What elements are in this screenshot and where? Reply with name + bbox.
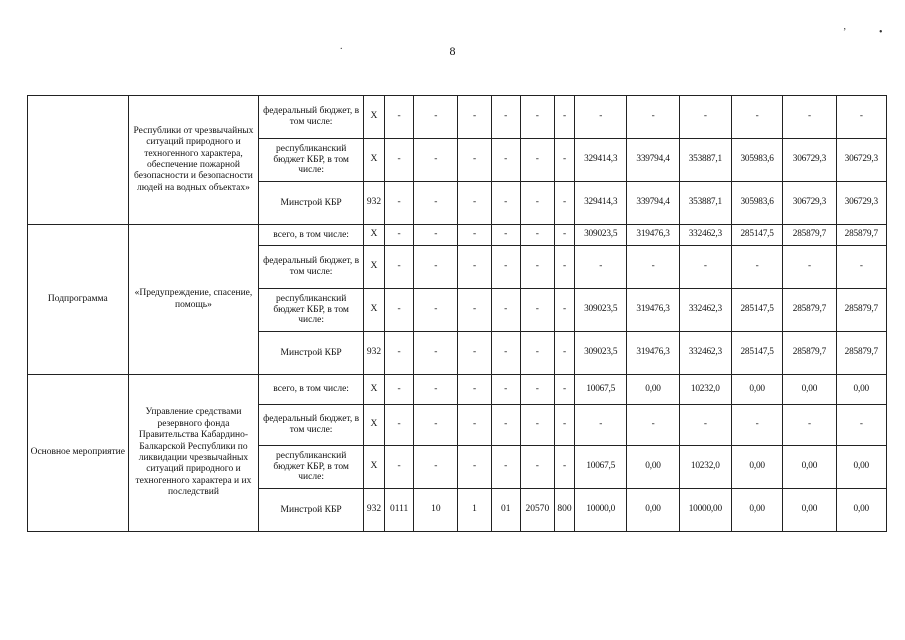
budget-code-cell: - [554,332,574,375]
budget-code-cell: X [363,446,384,489]
amount-cell: 10232,0 [679,446,731,489]
budget-code-cell: - [520,446,554,489]
budget-code-cell: - [385,332,414,375]
amount-cell: - [679,246,731,289]
budget-code-cell: - [491,289,520,332]
table-row [28,375,887,405]
funding-source-cell: всего, в том числе: [259,225,364,246]
budget-code-cell: 932 [363,489,384,532]
budget-code-cell: - [458,375,491,405]
amount-cell: - [575,405,627,446]
amount-cell: - [836,405,886,446]
amount-cell: 353887,1 [679,139,731,182]
budget-code-cell: 800 [554,489,574,532]
amount-cell: 285147,5 [731,332,782,375]
funding-source-cell: Минстрой КБР [259,182,364,225]
budget-code-cell: - [458,446,491,489]
amount-cell: 309023,5 [575,289,627,332]
budget-code-cell: X [363,289,384,332]
program-type-cell: Подпрограмма [28,225,129,375]
amount-cell: 329414,3 [575,139,627,182]
budget-code-cell: 1 [458,489,491,532]
amount-cell: 329414,3 [575,182,627,225]
budget-code-cell: 932 [363,182,384,225]
amount-cell: 319476,3 [627,332,679,375]
budget-code-cell: - [491,182,520,225]
budget-code-cell: - [414,182,458,225]
amount-cell: - [679,405,731,446]
amount-cell: - [783,96,836,139]
budget-code-cell: - [414,139,458,182]
amount-cell: - [783,405,836,446]
funding-source-cell: республиканский бюджет КБР, в том числе: [259,289,364,332]
amount-cell: - [836,246,886,289]
amount-cell: - [836,96,886,139]
funding-source-cell: республиканский бюджет КБР, в том числе: [259,446,364,489]
budget-code-cell: - [520,289,554,332]
amount-cell: - [731,246,782,289]
budget-code-cell: - [414,446,458,489]
amount-cell: - [679,96,731,139]
amount-cell: 10067,5 [575,446,627,489]
table-row [28,225,887,246]
table-row [28,96,887,139]
program-type-cell [28,96,129,225]
budget-code-cell: 932 [363,332,384,375]
budget-code-cell: 10 [414,489,458,532]
budget-code-cell: - [520,182,554,225]
budget-code-cell: - [385,139,414,182]
budget-code-cell: - [520,332,554,375]
budget-code-cell: - [385,446,414,489]
budget-code-cell: X [363,139,384,182]
amount-cell: 285147,5 [731,225,782,246]
amount-cell: 10000,00 [679,489,731,532]
amount-cell: 309023,5 [575,332,627,375]
budget-code-cell: - [414,332,458,375]
budget-code-cell: - [491,246,520,289]
budget-code-cell: X [363,375,384,405]
amount-cell: 309023,5 [575,225,627,246]
amount-cell: 306729,3 [783,139,836,182]
budget-code-cell: - [554,375,574,405]
budget-code-cell: X [363,405,384,446]
budget-code-cell: X [363,246,384,289]
budget-code-cell: - [458,332,491,375]
amount-cell: - [627,405,679,446]
budget-code-cell: - [414,405,458,446]
amount-cell: - [731,405,782,446]
amount-cell: 319476,3 [627,225,679,246]
funding-source-cell: федеральный бюджет, в том числе: [259,246,364,289]
budget-code-cell: - [385,182,414,225]
amount-cell: 0,00 [836,375,886,405]
budget-code-cell: - [458,289,491,332]
page-number: 8 [449,44,456,58]
amount-cell: 353887,1 [679,182,731,225]
budget-code-cell: - [385,246,414,289]
budget-code-cell: 20570 [520,489,554,532]
amount-cell: 0,00 [627,375,679,405]
amount-cell: 332462,3 [679,225,731,246]
budget-code-cell: - [520,246,554,289]
amount-cell: - [627,246,679,289]
amount-cell: 10000,0 [575,489,627,532]
amount-cell: 339794,4 [627,182,679,225]
budget-code-cell: - [491,375,520,405]
program-type-cell: Основное мероприятие [28,375,129,532]
budget-code-cell: - [414,289,458,332]
budget-code-cell: - [520,405,554,446]
budget-code-cell: - [385,225,414,246]
budget-code-cell: - [458,405,491,446]
amount-cell: 305983,6 [731,139,782,182]
budget-code-cell: 01 [491,489,520,532]
amount-cell: 0,00 [783,375,836,405]
amount-cell: 0,00 [783,446,836,489]
amount-cell: 285879,7 [836,289,886,332]
budget-code-cell: - [458,96,491,139]
program-name-cell: Республики от чрезвычайных ситуаций природного и техногенного характера, обеспечение пожарной безопасности и безопасности людей на водных объектах» [128,96,259,225]
amount-cell: 0,00 [731,446,782,489]
program-name-cell: Управление средствами резервного фонда Правительства Кабардино-Балкарской Республики по ликвидации чрезвычайных ситуаций природного и техногенного характера и их последствий [128,375,259,532]
funding-source-cell: Минстрой КБР [259,489,364,532]
budget-code-cell: - [554,225,574,246]
budget-code-cell: X [363,96,384,139]
budget-code-cell: 0111 [385,489,414,532]
amount-cell: 285879,7 [783,225,836,246]
budget-code-cell: - [458,182,491,225]
amount-cell: - [731,96,782,139]
budget-code-cell: - [554,246,574,289]
scan-mark: • [879,27,883,38]
budget-code-cell: - [414,225,458,246]
budget-code-cell: - [458,246,491,289]
budget-code-cell: - [491,96,520,139]
budget-code-cell: - [554,139,574,182]
budget-code-cell: - [458,225,491,246]
amount-cell: - [575,96,627,139]
budget-table [27,95,887,532]
amount-cell: 285879,7 [783,332,836,375]
funding-source-cell: федеральный бюджет, в том числе: [259,405,364,446]
amount-cell: 339794,4 [627,139,679,182]
budget-code-cell: - [491,446,520,489]
amount-cell: 332462,3 [679,332,731,375]
budget-code-cell: - [491,225,520,246]
budget-code-cell: - [554,405,574,446]
funding-source-cell: федеральный бюджет, в том числе: [259,96,364,139]
budget-code-cell: - [491,139,520,182]
budget-code-cell: - [414,375,458,405]
program-name-cell: «Предупреждение, спасение, помощь» [128,225,259,375]
budget-code-cell: X [363,225,384,246]
amount-cell: 306729,3 [783,182,836,225]
amount-cell: 285879,7 [836,225,886,246]
funding-source-cell: республиканский бюджет КБР, в том числе: [259,139,364,182]
budget-code-cell: - [554,289,574,332]
budget-code-cell: - [491,405,520,446]
amount-cell: 306729,3 [836,182,886,225]
table-body [28,96,887,532]
budget-code-cell: - [554,182,574,225]
scan-mark: ’ [843,27,847,38]
budget-code-cell: - [385,96,414,139]
budget-code-cell: - [414,96,458,139]
amount-cell: 332462,3 [679,289,731,332]
amount-cell: 285879,7 [836,332,886,375]
budget-code-cell: - [385,375,414,405]
funding-source-cell: всего, в том числе: [259,375,364,405]
budget-code-cell: - [520,375,554,405]
amount-cell: 319476,3 [627,289,679,332]
budget-code-cell: - [458,139,491,182]
amount-cell: 285879,7 [783,289,836,332]
amount-cell: 10067,5 [575,375,627,405]
budget-code-cell: - [554,446,574,489]
budget-code-cell: - [520,139,554,182]
budget-code-cell: - [414,246,458,289]
amount-cell: 0,00 [783,489,836,532]
budget-code-cell: - [385,289,414,332]
amount-cell: 305983,6 [731,182,782,225]
amount-cell: 0,00 [836,446,886,489]
budget-code-cell: - [520,225,554,246]
budget-code-cell: - [491,332,520,375]
amount-cell: - [627,96,679,139]
amount-cell: 0,00 [627,446,679,489]
amount-cell: - [575,246,627,289]
amount-cell: 0,00 [731,489,782,532]
funding-source-cell: Минстрой КБР [259,332,364,375]
budget-code-cell: - [520,96,554,139]
amount-cell: 306729,3 [836,139,886,182]
amount-cell: 0,00 [731,375,782,405]
amount-cell: 285147,5 [731,289,782,332]
budget-code-cell: - [385,405,414,446]
amount-cell: 0,00 [836,489,886,532]
amount-cell: 10232,0 [679,375,731,405]
amount-cell: - [783,246,836,289]
scan-mark: . [340,41,343,52]
amount-cell: 0,00 [627,489,679,532]
budget-code-cell: - [554,96,574,139]
